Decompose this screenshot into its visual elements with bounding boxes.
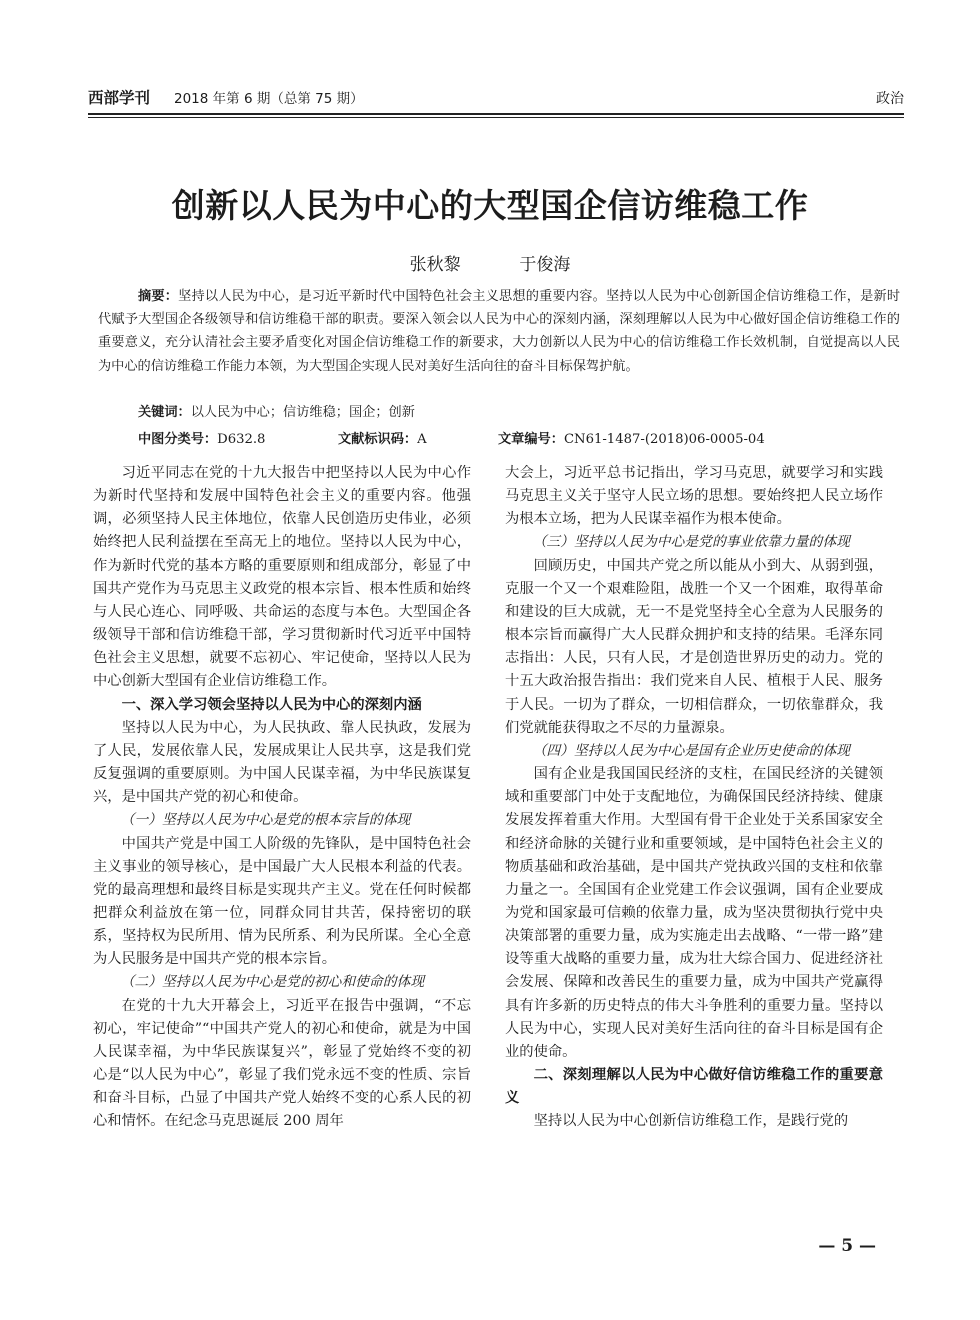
paragraph: 坚持以人民为中心，为人民执政、靠人民执政，发展为了人民，发展依靠人民，发展成果让人民共享，这是我们党反复强调的重要原则。为中国人民谋幸福，为中华民族谋复兴，是中国共产党的初心和使命。 xyxy=(93,719,471,806)
authors: 张秋黎 于俊海 xyxy=(409,255,571,275)
journal-name: 西部学刊 xyxy=(88,88,151,107)
paragraph: 中国共产党是中国工人阶级的先锋队，是中国特色社会主义事业的领导核心，是中国最广大人民根本利益的代表。党的最高理想和最终目标是实现共产主义。党在任何时候都把群众利益放在第一位，同群众同甘共苦，保持密切的联系，坚持权为民所用、情为民所系、利为民所谋。全心全意为人民服务是中国共产党的根本宗旨。 xyxy=(93,835,471,968)
paragraph: 坚持以人民为中心创新信访维稳工作，是践行党的 xyxy=(533,1113,849,1130)
page-number: — 5 — xyxy=(818,1236,876,1256)
doc-value: A xyxy=(417,432,427,447)
keywords xyxy=(138,403,898,423)
clc-value: D632.8 xyxy=(217,432,266,447)
paragraph: 国有企业是我国国民经济的支柱，在国民经济的关键领域和重要部门中处于支配地位，为确保国民经济持续、健康发展发挥着重大作用。大型国有骨干企业处于关系国家安全和经济命脉的关键行业和重要领域，是中国特色社会主义的物质基础和政治基础，是中国共产党执政兴国的支柱和依靠力量之一。全国国有企业党建工作会议强调，国有企业要成为党和国家最可信赖的依靠力量，成为坚决贯彻执行党中央决策部署的重要力量，成为实施走出去战略、“一带一路”建设等重大战略的重要力量，成为壮大综合国力、促进经济社会发展、保障和改善民生的重要力量，成为中国共产党赢得具有许多新的历史特点的伟大斗争胜利的重要力量。坚持以人民为中心，实现人民对美好生活向往的奋斗目标是国有企业的使命。 xyxy=(505,766,883,1060)
abstract-label: 摘要： xyxy=(138,289,179,304)
keywords-label: 关键词： xyxy=(138,405,191,420)
article-title: 创新以人民为中心的大型国企信访维稳工作 xyxy=(171,186,809,225)
abstract-text: 坚持以人民为中心，是习近平新时代中国特色社会主义思想的重要内容。坚持以人民为中心创新国企信访维稳工作，是新时代赋予大型国企各级领导和信访维稳干部的职责。要深入领会以人民为中心的深刻内涵，深刻理解以人民为中心做好国企信访维稳工作的重要意义，充分认清社会主要矛盾变化对国企信访维稳工作的新要求，大力创新以人民为中心的信访维稳工作长效机制，自觉提高以人民为中心的信访维稳工作能力本领，为大型国企实现人民对美好生活向往的奋斗目标保驾护航。 xyxy=(98,289,901,374)
classification-line xyxy=(138,428,898,448)
paragraph: 回顾历史，中国共产党之所以能从小到大、从弱到强，克服一个又一个艰难险阻，战胜一个又一个困难，取得革命和建设的巨大成就，无一不是党坚持全心全意为人民服务的根本宗旨而赢得广大人民群众拥护和支持的结果。毛泽东同志指出：人民，只有人民，才是创造世界历史的动力。党的十五大政治报告指出：我们党来自人民、植根于人民、服务于人民。一切为了群众，一切相信群众，一切依靠群众，我们党就能获得取之不尽的力量源泉。 xyxy=(505,557,883,736)
article-label: 文章编号： xyxy=(498,432,564,447)
article-number xyxy=(498,428,765,447)
clc-label: 中图分类号： xyxy=(138,432,218,447)
document-code xyxy=(338,428,427,447)
paragraph: 在党的十九大开幕会上，习近平在报告中强调，“不忘初心，牢记使命”“中国共产党人的初心和使命，就是为中国人民谋幸福，为中华民族谋复兴”，彰显了党始终不变的初心是“以人民为中心”，彰显了我们党永远不变的性质、宗旨和奋斗目标，凸显了中国共产党人始终不变的心系人民的初心和情怀。在纪念马克思诞辰 200 周年 xyxy=(93,997,471,1130)
section-label: 政治 xyxy=(876,91,904,107)
subsection-heading: （三）坚持以人民为中心是党的事业依靠力量的体现 xyxy=(532,534,850,551)
section-heading: 二、深刻理解以人民为中心做好信访维稳工作的重要意义 xyxy=(505,1067,883,1107)
subsection-heading: （二）坚持以人民为中心是党的初心和使命的体现 xyxy=(120,974,425,991)
paragraph: 习近平同志在党的十九大报告中把坚持以人民为中心作为新时代坚持和发展中国特色社会主义的重要内容。他强调，必须坚持人民主体地位，依靠人民创造历史伟业，必须始终把人民利益摆在至高无上的地位。坚持以人民为中心，作为新时代党的基本方略的重要原则和组成部分，彰显了中国共产党作为马克思主义政党的根本宗旨、根本性质和始终与人民心连心、同呼吸、共命运的态度与本色。大型国企各级领导干部和信访维稳干部，学习贯彻新时代习近平中国特色社会主义思想，就要不忘初心、牢记使命，坚持以人民为中心创新大型国有企业信访维稳工作。 xyxy=(93,465,471,690)
doc-label: 文献标识码： xyxy=(338,432,418,447)
paragraph: 大会上，习近平总书记指出，学习马克思，就要学习和实践马克思主义关于坚守人民立场的思想。要始终把人民立场作为根本立场，把为人民谋幸福作为根本使命。 xyxy=(505,465,883,528)
abstract xyxy=(98,285,900,378)
running-header xyxy=(88,86,904,108)
clc-number xyxy=(138,428,265,447)
issue-info: 2018 年第 6 期（总第 75 期） xyxy=(174,91,364,107)
header-rule-thick xyxy=(88,113,904,115)
body-left-column xyxy=(93,462,471,1134)
article-value: CN61-1487-(2018)06-0005-04 xyxy=(563,432,765,447)
header-rule-thin xyxy=(88,117,904,118)
subsection-heading: （四）坚持以人民为中心是国有企业历史使命的体现 xyxy=(532,742,850,759)
subsection-heading: （一）坚持以人民为中心是党的根本宗旨的体现 xyxy=(120,812,411,829)
keywords-text: 以人民为中心；信访维稳；国企；创新 xyxy=(190,405,415,420)
body-right-column xyxy=(505,462,883,1134)
section-heading: 一、深入学习领会坚持以人民为中心的深刻内涵 xyxy=(121,696,422,713)
